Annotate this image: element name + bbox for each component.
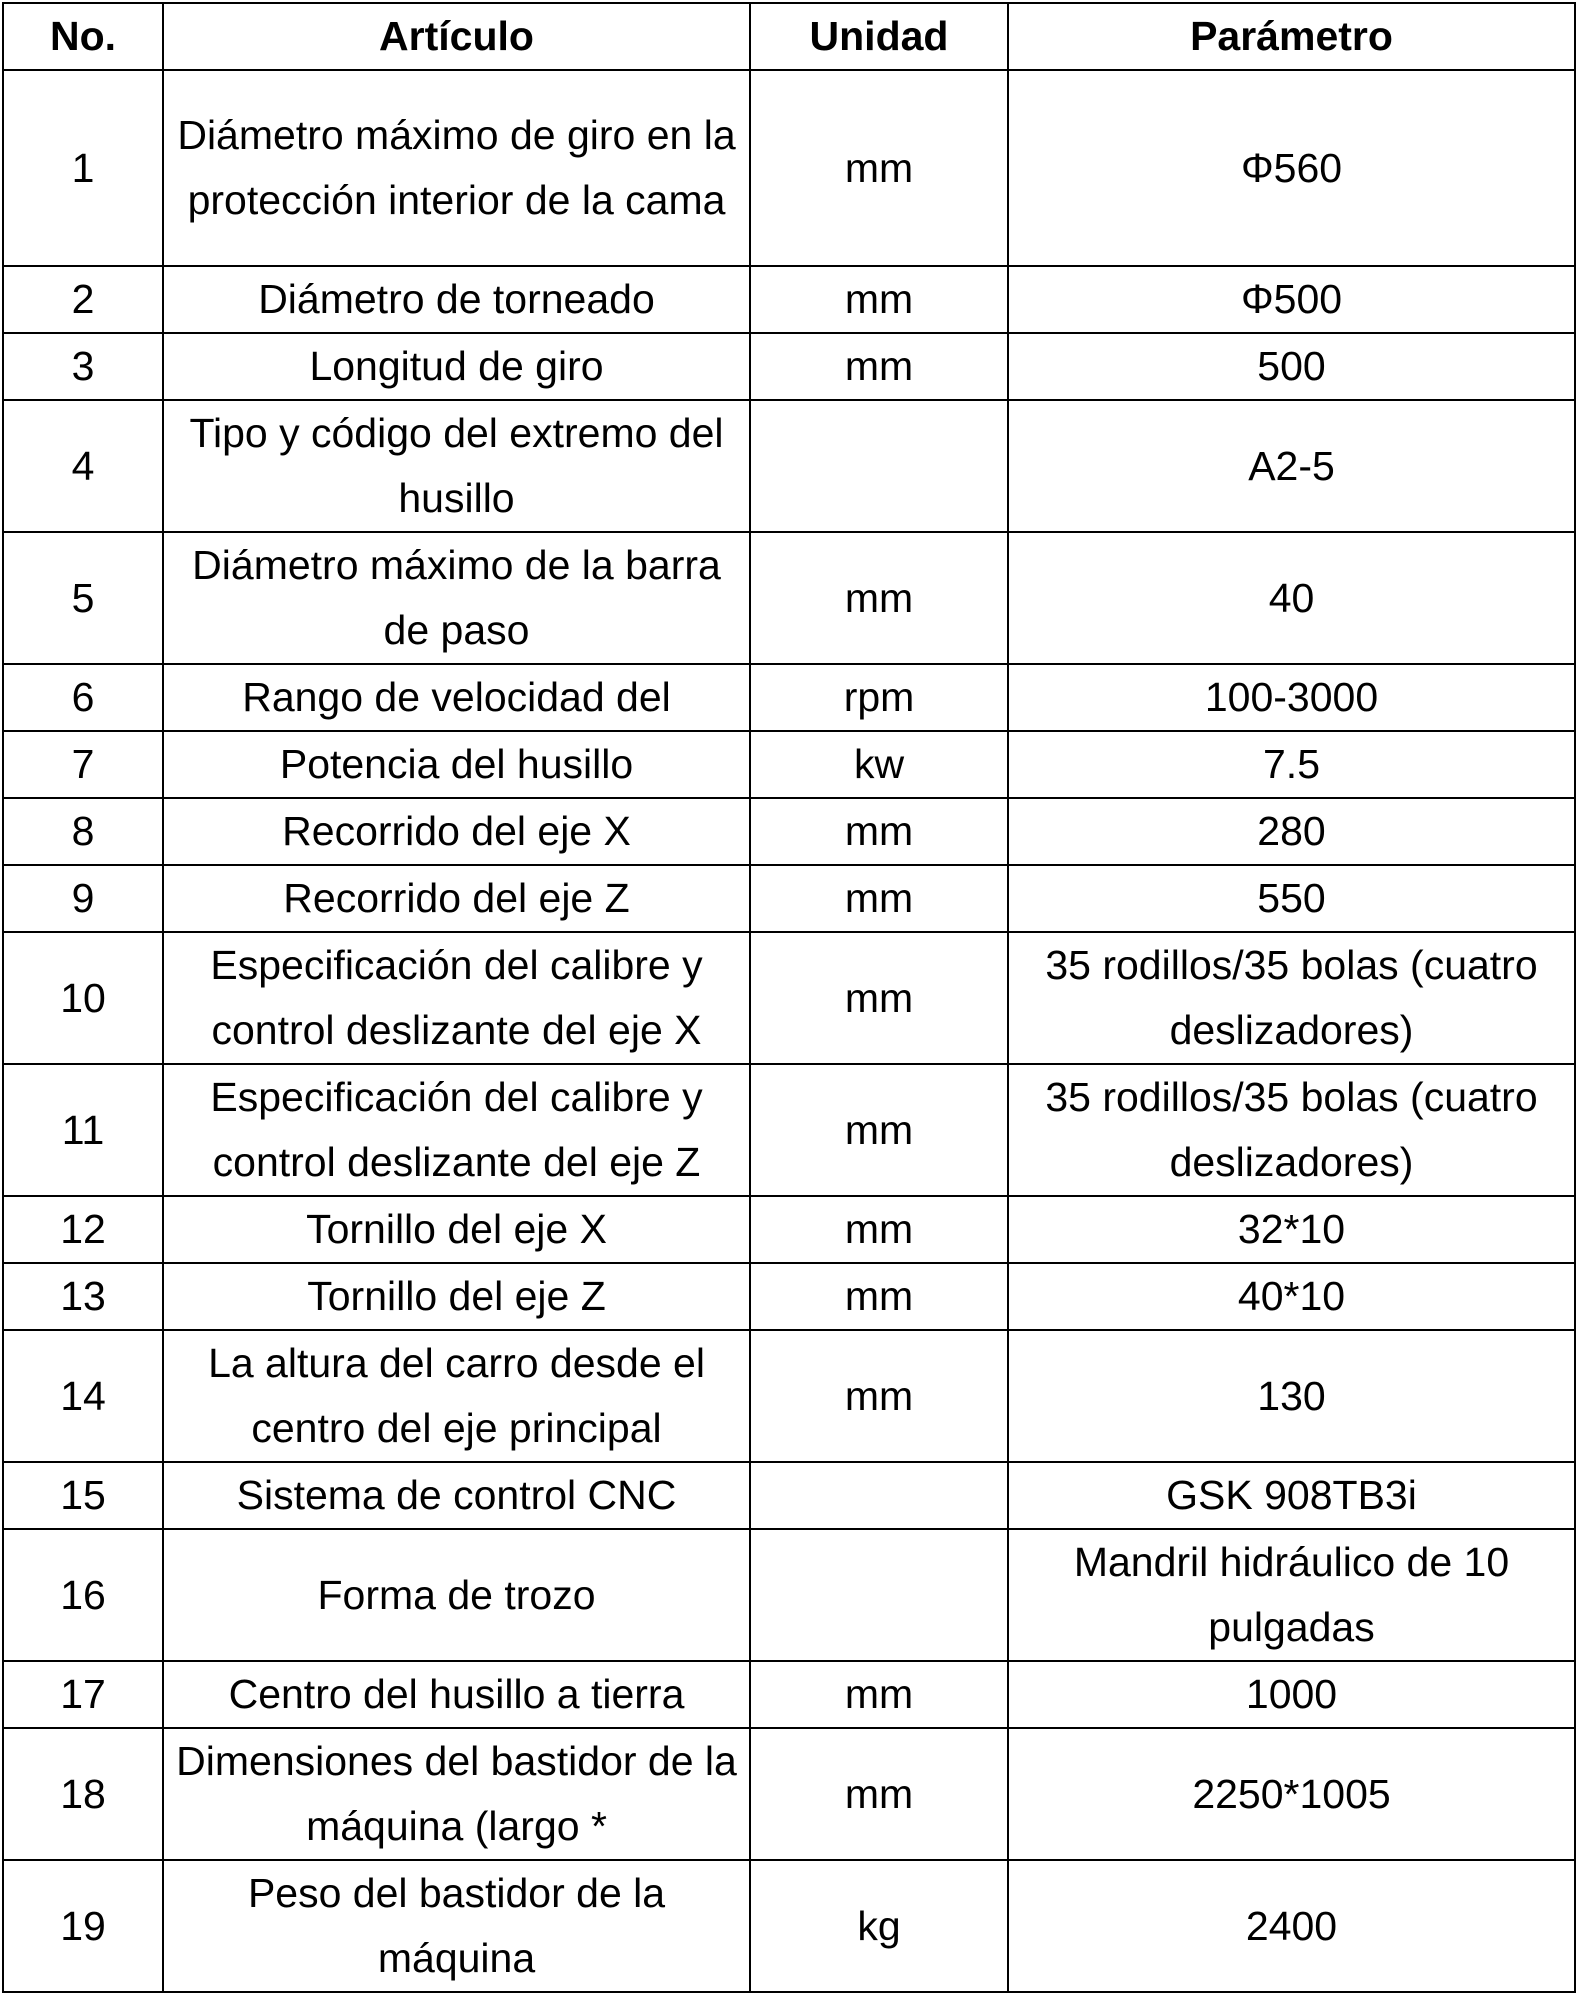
row-unit: mm — [750, 532, 1008, 664]
table-row — [3, 266, 1575, 333]
row-param: 280 — [1008, 798, 1575, 865]
row-unit: mm — [750, 798, 1008, 865]
row-no: 13 — [3, 1263, 163, 1330]
row-unit: mm — [750, 266, 1008, 333]
row-no: 6 — [3, 664, 163, 731]
row-no: 17 — [3, 1661, 163, 1728]
row-item: Especificación del calibre y control deslizante del eje X — [163, 932, 750, 1064]
row-param: Φ560 — [1008, 70, 1575, 266]
row-no: 14 — [3, 1330, 163, 1462]
row-unit — [750, 1462, 1008, 1529]
row-no: 7 — [3, 731, 163, 798]
table-row — [3, 70, 1575, 266]
row-item: Recorrido del eje Z — [163, 865, 750, 932]
header-item: Artículo — [163, 3, 750, 70]
table-row — [3, 532, 1575, 664]
row-param: 1000 — [1008, 1661, 1575, 1728]
row-param: A2-5 — [1008, 400, 1575, 532]
table-row — [3, 865, 1575, 932]
row-no: 12 — [3, 1196, 163, 1263]
row-item: Tornillo del eje Z — [163, 1263, 750, 1330]
row-unit: mm — [750, 1064, 1008, 1196]
row-item: Rango de velocidad del — [163, 664, 750, 731]
row-param: 40 — [1008, 532, 1575, 664]
row-item: Peso del bastidor de la máquina — [163, 1860, 750, 1992]
row-no: 11 — [3, 1064, 163, 1196]
row-item: Forma de trozo — [163, 1529, 750, 1661]
row-item: La altura del carro desde el centro del eje principal — [163, 1330, 750, 1462]
row-param: GSK 908TB3i — [1008, 1462, 1575, 1529]
row-item: Diámetro máximo de la barra de paso — [163, 532, 750, 664]
table-row — [3, 1064, 1575, 1196]
row-no: 18 — [3, 1728, 163, 1860]
row-item: Potencia del husillo — [163, 731, 750, 798]
header-unit: Unidad — [750, 3, 1008, 70]
table-header-row — [3, 3, 1575, 70]
row-unit — [750, 1529, 1008, 1661]
row-item: Recorrido del eje X — [163, 798, 750, 865]
row-unit: mm — [750, 333, 1008, 400]
row-no: 8 — [3, 798, 163, 865]
row-item: Diámetro máximo de giro en la protección interior de la cama — [163, 70, 750, 266]
row-no: 1 — [3, 70, 163, 266]
row-param: 32*10 — [1008, 1196, 1575, 1263]
table-row — [3, 1728, 1575, 1860]
table-row — [3, 798, 1575, 865]
row-no: 15 — [3, 1462, 163, 1529]
row-item: Especificación del calibre y control deslizante del eje Z — [163, 1064, 750, 1196]
row-param: 35 rodillos/35 bolas (cuatro deslizadores) — [1008, 932, 1575, 1064]
row-no: 3 — [3, 333, 163, 400]
row-param: 130 — [1008, 1330, 1575, 1462]
table-row — [3, 1330, 1575, 1462]
row-unit: mm — [750, 1661, 1008, 1728]
row-param: 100-3000 — [1008, 664, 1575, 731]
row-no: 19 — [3, 1860, 163, 1992]
row-unit: kg — [750, 1860, 1008, 1992]
row-no: 4 — [3, 400, 163, 532]
row-unit: mm — [750, 1263, 1008, 1330]
table-row — [3, 664, 1575, 731]
row-unit: mm — [750, 1330, 1008, 1462]
row-param: Φ500 — [1008, 266, 1575, 333]
row-unit: rpm — [750, 664, 1008, 731]
row-item: Dimensiones del bastidor de la máquina (largo * — [163, 1728, 750, 1860]
row-no: 9 — [3, 865, 163, 932]
row-item: Tipo y código del extremo del husillo — [163, 400, 750, 532]
row-no: 10 — [3, 932, 163, 1064]
row-param: 35 rodillos/35 bolas (cuatro deslizadores) — [1008, 1064, 1575, 1196]
table-row — [3, 333, 1575, 400]
row-param: Mandril hidráulico de 10 pulgadas — [1008, 1529, 1575, 1661]
table-row — [3, 1263, 1575, 1330]
row-unit: kw — [750, 731, 1008, 798]
table-row — [3, 1860, 1575, 1992]
row-unit: mm — [750, 70, 1008, 266]
row-item: Sistema de control CNC — [163, 1462, 750, 1529]
row-item: Tornillo del eje X — [163, 1196, 750, 1263]
row-param: 40*10 — [1008, 1263, 1575, 1330]
header-param: Parámetro — [1008, 3, 1575, 70]
row-item: Centro del husillo a tierra — [163, 1661, 750, 1728]
header-no: No. — [3, 3, 163, 70]
row-item: Diámetro de torneado — [163, 266, 750, 333]
table-row — [3, 1529, 1575, 1661]
row-param: 2250*1005 — [1008, 1728, 1575, 1860]
table-row — [3, 731, 1575, 798]
row-param: 7.5 — [1008, 731, 1575, 798]
row-unit: mm — [750, 932, 1008, 1064]
row-unit: mm — [750, 1196, 1008, 1263]
row-param: 550 — [1008, 865, 1575, 932]
row-param: 2400 — [1008, 1860, 1575, 1992]
row-no: 16 — [3, 1529, 163, 1661]
specifications-table — [2, 2, 1576, 1993]
table-row — [3, 1661, 1575, 1728]
row-unit — [750, 400, 1008, 532]
row-unit: mm — [750, 865, 1008, 932]
table-row — [3, 400, 1575, 532]
row-unit: mm — [750, 1728, 1008, 1860]
row-no: 2 — [3, 266, 163, 333]
table-row — [3, 1196, 1575, 1263]
row-no: 5 — [3, 532, 163, 664]
table-row — [3, 1462, 1575, 1529]
table-row — [3, 932, 1575, 1064]
row-param: 500 — [1008, 333, 1575, 400]
row-item: Longitud de giro — [163, 333, 750, 400]
